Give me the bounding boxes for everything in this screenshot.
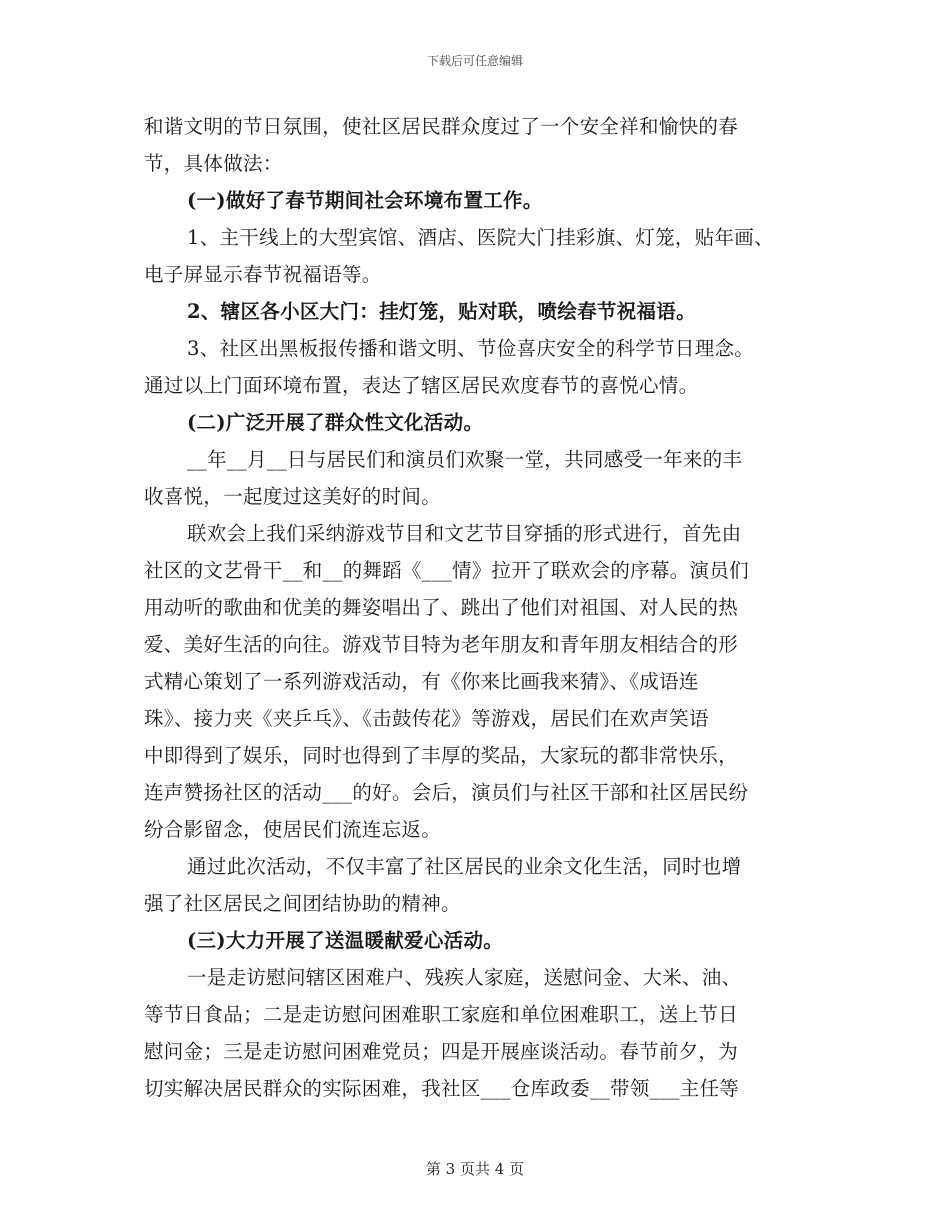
page-footer: 第 3 页共 4 页 xyxy=(425,1160,525,1178)
paragraph-line: 慰问金；三是走访慰问困难党员；四是开展座谈活动。春节前夕，为 xyxy=(144,1040,739,1063)
paragraph-line: 电子屏显示春节祝福语等。 xyxy=(144,263,382,286)
paragraph-line: 连声赞扬社区的活动___的好。会后，演员们与社区干部和社区居民纷 xyxy=(144,781,749,804)
paragraph-line: 纷合影留念，使居民们流连忘返。 xyxy=(144,818,442,841)
paragraph-line: 节，具体做法： xyxy=(144,152,283,175)
paragraph-line: 式精心策划了一系列游戏活动，有《你来比画我来猜》、《成语连 xyxy=(144,670,699,693)
paragraph-line: __年__月__日与居民们和演员们欢聚一堂，共同感受一年来的丰 xyxy=(187,448,743,471)
paragraph-line: 用动听的歌曲和优美的舞姿唱出了、跳出了他们对祖国、对人民的热 xyxy=(144,596,739,619)
section-heading-line: (一)做好了春节期间社会环境布置工作。 xyxy=(187,189,543,212)
section-heading-line: (三)大力开展了送温暖献爱心活动。 xyxy=(187,929,504,952)
paragraph-line: 强了社区居民之间团结协助的精神。 xyxy=(144,892,461,915)
paragraph-line: 切实解决居民群众的实际困难，我社区___仓库政委__带领___主任等 xyxy=(144,1077,740,1100)
paragraph-line: 3、社区出黑板报传播和谐文明、节俭喜庆安全的科学节日理念。 xyxy=(187,337,755,360)
section-heading-line: 2、辖区各小区大门：挂灯笼，贴对联，喷绘春节祝福语。 xyxy=(187,300,696,323)
paragraph-line: 爱、美好生活的向往。游戏节目特为老年朋友和青年朋友相结合的形 xyxy=(144,633,739,656)
section-heading-line: (二)广泛开展了群众性文化活动。 xyxy=(187,411,484,434)
paragraph-line: 社区的文艺骨干__和__的舞蹈《___情》拉开了联欢会的序幕。演员们 xyxy=(144,559,749,582)
paragraph-line: 一是走访慰问辖区困难户、残疾人家庭，送慰问金、大米、油、 xyxy=(187,966,742,989)
paragraph-line: 通过此次活动，不仅丰富了社区居民的业余文化生活，同时也增 xyxy=(187,855,742,878)
paragraph-line: 等节日食品；二是走访慰问困难职工家庭和单位困难职工，送上节日 xyxy=(144,1003,739,1026)
paragraph-line: 中即得到了娱乐，同时也得到了丰厚的奖品，大家玩的都非常快乐， xyxy=(144,744,739,767)
paragraph-line: 珠》、接力夹《夹乒乓》、《击鼓传花》等游戏，居民们在欢声笑语 xyxy=(144,707,709,730)
page-header: 下载后可任意编辑 xyxy=(426,54,523,68)
paragraph-line: 通过以上门面环境布置，表达了辖区居民欢度春节的喜悦心情。 xyxy=(144,374,699,397)
document-body xyxy=(144,108,809,1107)
paragraph-line: 1、主干线上的大型宾馆、酒店、医院大门挂彩旗、灯笼，贴年画、 xyxy=(187,226,774,249)
paragraph-line: 收喜悦，一起度过这美好的时间。 xyxy=(144,485,442,508)
paragraph-line: 联欢会上我们采纳游戏节目和文艺节目穿插的形式进行，首先由 xyxy=(187,522,742,545)
paragraph-line: 和谐文明的节日氛围，使社区居民群众度过了一个安全祥和愉快的春 xyxy=(144,115,739,138)
